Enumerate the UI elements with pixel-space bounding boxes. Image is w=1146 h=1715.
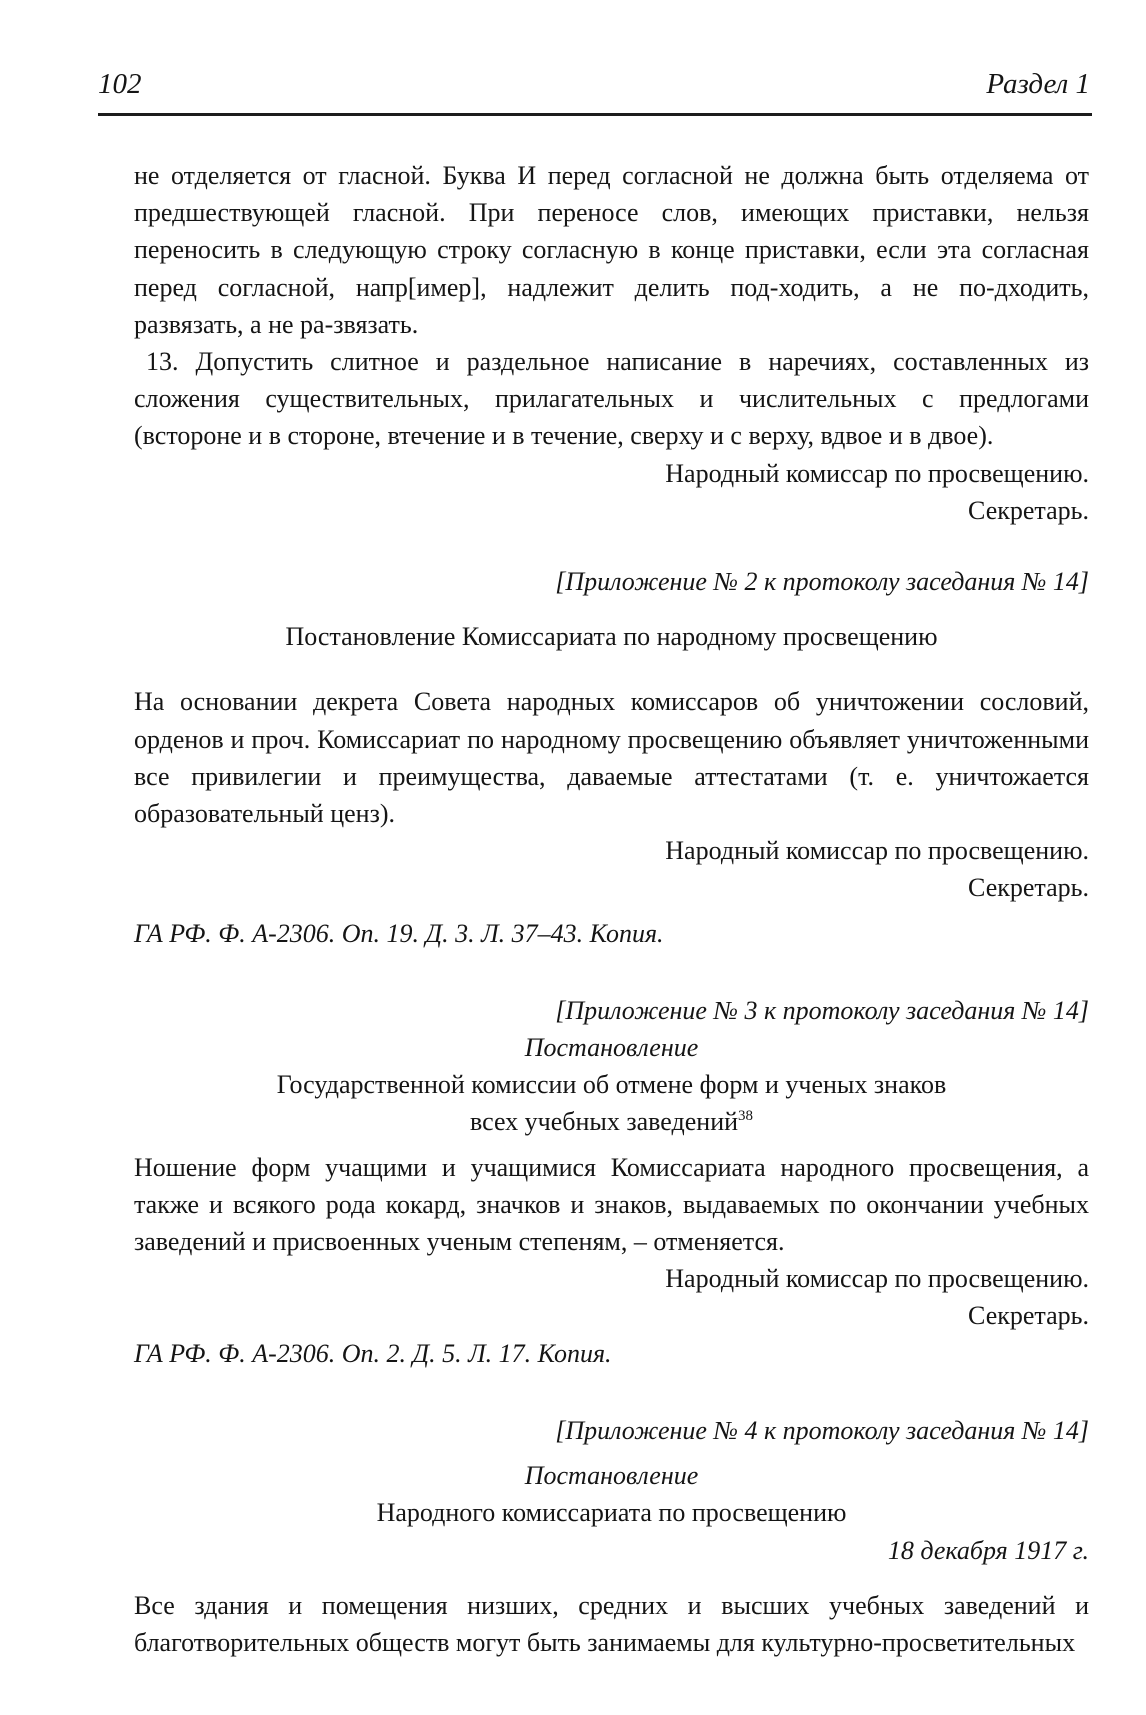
- appendix-3-title-italic: Постановление: [524, 1033, 699, 1063]
- appendix-4-label: [Приложение № 4 к протоколу заседания № 14]: [555, 1415, 1089, 1445]
- paragraph-13: 13. Допустить слитное и раздельное написание в наречиях, составленных из сложения существительных, прилагательных и числительных с предлогами (всторонe и в стороне, втечение и в течение, сверху и с верху, вдвое и в двое).: [134, 347, 1089, 451]
- appendix-2-label: [Приложение № 2 к протоколу заседания № 14]: [555, 567, 1089, 597]
- appendix-3-title-line-2-text: всех учебных заведений: [469, 1107, 739, 1137]
- header-rule: [98, 113, 1092, 116]
- appendix-3-title-line-2: [134, 1103, 1089, 1140]
- running-header: [98, 68, 1090, 101]
- appendix-3-text: Ношение форм учащими и учащимися Комиссариата народного просвещения, а также и всякого рода кокард, значков и знаков, выдаваемых по окончании учебных заведений и присвоенных ученым степеням, – отменяется.: [134, 1152, 1089, 1257]
- appendix-3-title-line-1: Государственной комиссии об отмене форм и ученых знаков: [276, 1070, 947, 1100]
- signature-commissar: Народный комиссар по просвещению.: [665, 1264, 1089, 1294]
- archive-source: ГА РФ. Ф. А-2306. Оп. 19. Д. 3. Л. 37–43. Копия.: [134, 918, 664, 948]
- signature-commissar: Народный комиссар по просвещению.: [665, 458, 1089, 488]
- archive-source: ГА РФ. Ф. А-2306. Оп. 2. Д. 5. Л. 17. Копия.: [134, 1338, 612, 1368]
- signature-secretary: Секретарь.: [968, 873, 1089, 903]
- appendix-4-title-line-1: Народного комиссариата по просвещению: [376, 1498, 847, 1528]
- footnote-ref[interactable]: 38: [738, 1108, 754, 1125]
- signature-commissar: Народный комиссар по просвещению.: [665, 836, 1089, 866]
- appendix-4-title-italic: Постановление: [524, 1461, 699, 1491]
- section-title: Раздел 1: [986, 68, 1090, 100]
- appendix-3-label: [Приложение № 3 к протоколу заседания № 14]: [555, 995, 1089, 1025]
- page-number: 102: [98, 68, 142, 100]
- appendix-4-text: Все здания и помещения низших, средних и высших учебных заведений и благотворительных обществ могут быть занимаемы для культурно-просветительных: [134, 1590, 1089, 1657]
- appendix-2-title: Постановление Комиссариата по народному просвещению: [285, 622, 938, 652]
- signature-secretary: Секретарь.: [968, 495, 1089, 525]
- signature-secretary: Секретарь.: [968, 1301, 1089, 1331]
- page-body: [134, 157, 1089, 1661]
- paragraph-continued: не отделяется от гласной. Буква И перед согласной не должна быть отделяема от предшествующей гласной. При переносе слов, имеющих приставки, нельзя переносить в следующую строку согласную в конце приставки, если эта согласная перед согласной, напр[имер], надлежит делить под-ходить, а не по-дходить, развязать, а не ра-звязать.: [134, 161, 1089, 339]
- appendix-4-date: 18 декабря 1917 г.: [887, 1535, 1089, 1565]
- appendix-2-text: На основании декрета Совета народных комиссаров об уничтожении сословий, орденов и проч. Комиссариат по народному просвещению объявляет уничтоженными все привилегии и преимущества, даваемые аттестатами (т. е. уничтожается образовательный ценз).: [134, 687, 1089, 829]
